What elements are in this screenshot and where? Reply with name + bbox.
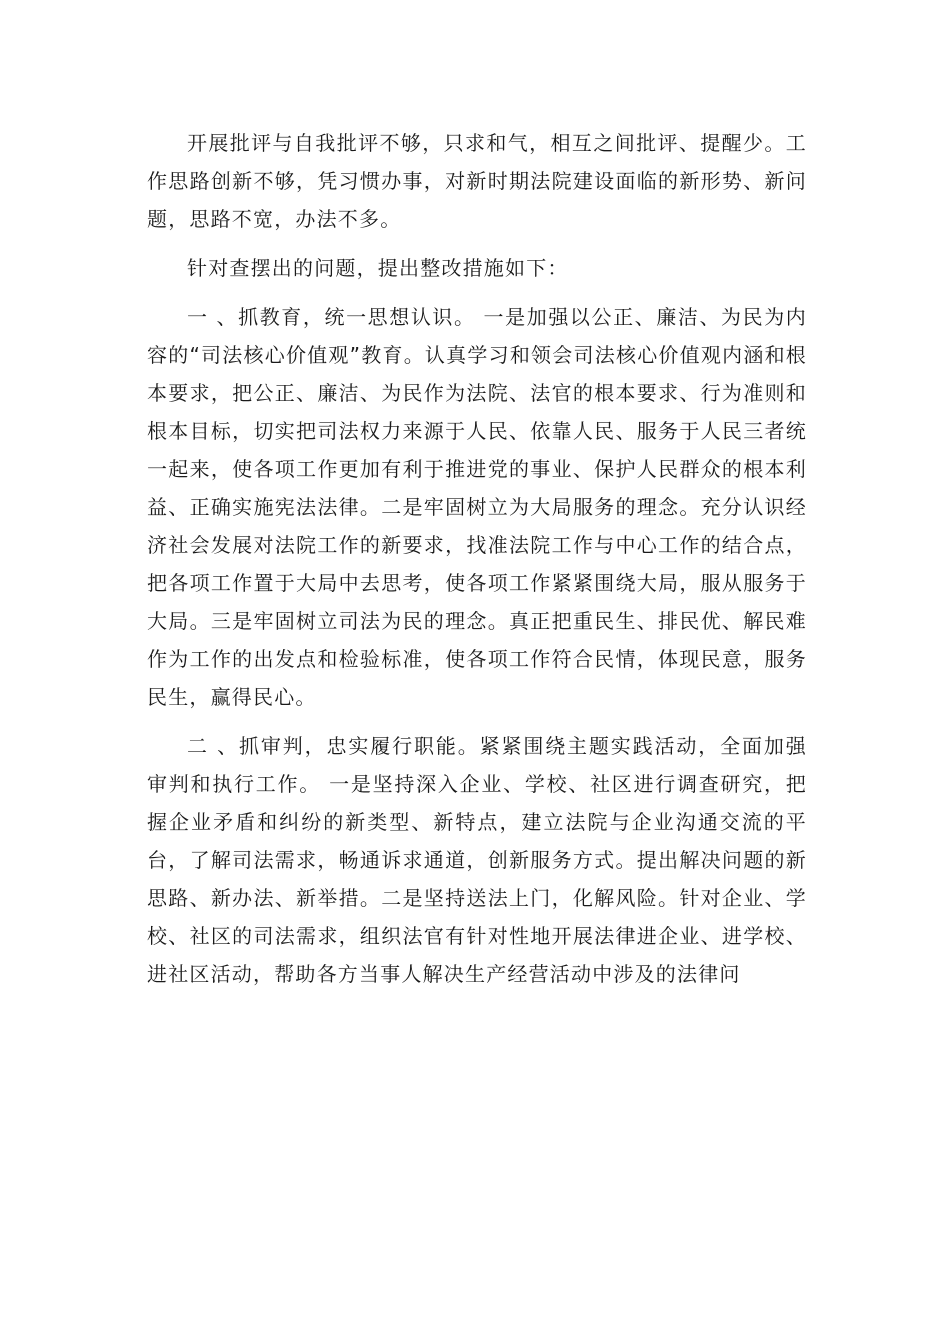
paragraph-trial-measures: 二 、抓审判，忠实履行职能。紧紧围绕主题实践活动，全面加强审判和执行工作。 一是坚持深入企业、学校、社区进行调查研究，把握企业矛盾和纠纷的新类型、新特点，建立法院与企业沟通交流的平台，了解司法需求，畅通诉求通道，创新服务方式。提出解决问题的新思路、新办法、新举措。二是坚持送法上门，化解风险。针对企业、学校、社区的司法需求，组织法官有针对性地开展法律进企业、进学校、进社区活动，帮助各方当事人解决生产经营活动中涉及的法律问 <box>147 734 807 986</box>
paragraph-rectification-intro: 针对查摆出的问题，提出整改措施如下： <box>187 256 569 280</box>
paragraph-education-measures: 一 、抓教育，统一思想认识。 一是加强以公正、廉洁、为民为内容的“司法核心价值观”教育。认真学习和领会司法核心价值观内涵和根本要求，把公正、廉洁、为民作为法院、法官的根本要求、行为准则和根本目标，切实把司法权力来源于人民、依靠人民、服务于人民三者统一起来，使各项工作更加有利于推进党的事业、保护人民群众的根本利益、正确实施宪法法律。二是牢固树立为大局服务的理念。充分认识经济社会发展对法院工作的新要求，找准法院工作与中心工作的结合点，把各项工作置于大局中去思考，使各项工作紧紧围绕大局，服从服务于大局。三是牢固树立司法为民的理念。真正把重民生、排民优、解民难作为工作的出发点和检验标准，使各项工作符合民情，体现民意，服务民生，赢得民心。 <box>147 305 807 709</box>
paragraph-criticism-issues: 开展批评与自我批评不够，只求和气，相互之间批评、提醒少。工作思路创新不够，凭习惯办事，对新时期法院建设面临的新形势、新问题，思路不宽，办法不多。 <box>147 131 807 231</box>
document-body <box>147 124 807 1004</box>
